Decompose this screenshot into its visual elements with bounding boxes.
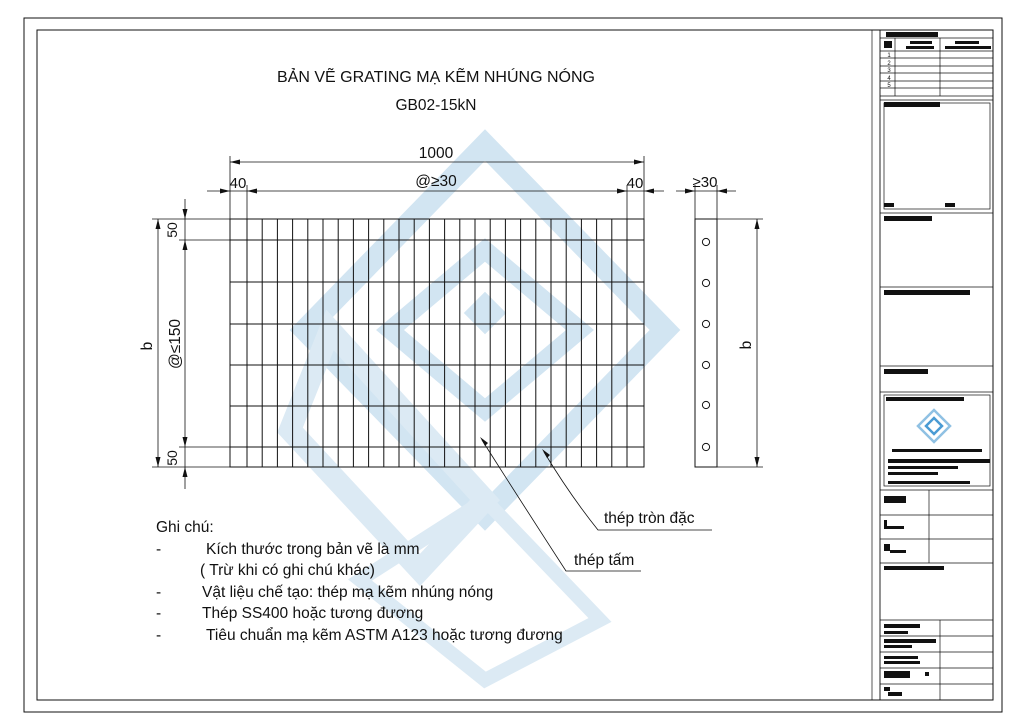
revision-numbers [887,53,891,89]
dim-cross-spacing: @≤150 [167,318,184,370]
leader-arrow-plate [480,437,488,446]
drawing-title: BẢN VẼ GRATING MẠ KẼM NHÚNG NÓNG [277,69,595,86]
notes-block [156,517,563,646]
svg-text:1: 1 [887,53,891,59]
dim-side-thickness: ≥30 [692,174,718,191]
note-item: - Tiêu chuẩn mạ kẽm ASTM A123 hoặc tương đương [156,626,563,644]
grating-plan [230,219,644,467]
dim-edge-left: 40 [229,175,247,192]
note-item: - Kích thước trong bản vẽ là mm [156,540,420,558]
dim-end-bottom: 50 [164,450,180,466]
note-item: - Vật liệu chế tạo: thép mạ kẽm nhúng nóng [156,583,494,601]
dim-bar-spacing: @≥30 [415,173,457,190]
callout-round-bar: thép tròn đặc [604,510,695,527]
company-logo [918,410,950,442]
drawing-subtitle: GB02-15kN [395,97,477,114]
title-block-redactions [884,32,991,696]
svg-text:5: 5 [887,83,891,89]
notes-heading: Ghi chú: [156,519,214,536]
svg-text:2: 2 [887,61,891,67]
dim-total-width: 1000 [418,145,454,162]
dim-end-top: 50 [164,222,180,238]
dim-height-right: b [738,340,755,350]
svg-text:3: 3 [887,68,891,74]
dim-height-left: b [139,341,156,351]
note-item: - Thép SS400 hoặc tương đương [156,605,424,622]
notes-heading-row [156,517,214,539]
dim-edge-right: 40 [626,175,644,192]
watermark-center [464,292,506,334]
callout-plate-bar: thép tấm [574,552,635,569]
title-block [872,30,993,700]
note-item: ( Trừ khi có ghi chú khác) [200,562,375,579]
side-view [695,219,717,467]
svg-text:4: 4 [887,76,891,82]
